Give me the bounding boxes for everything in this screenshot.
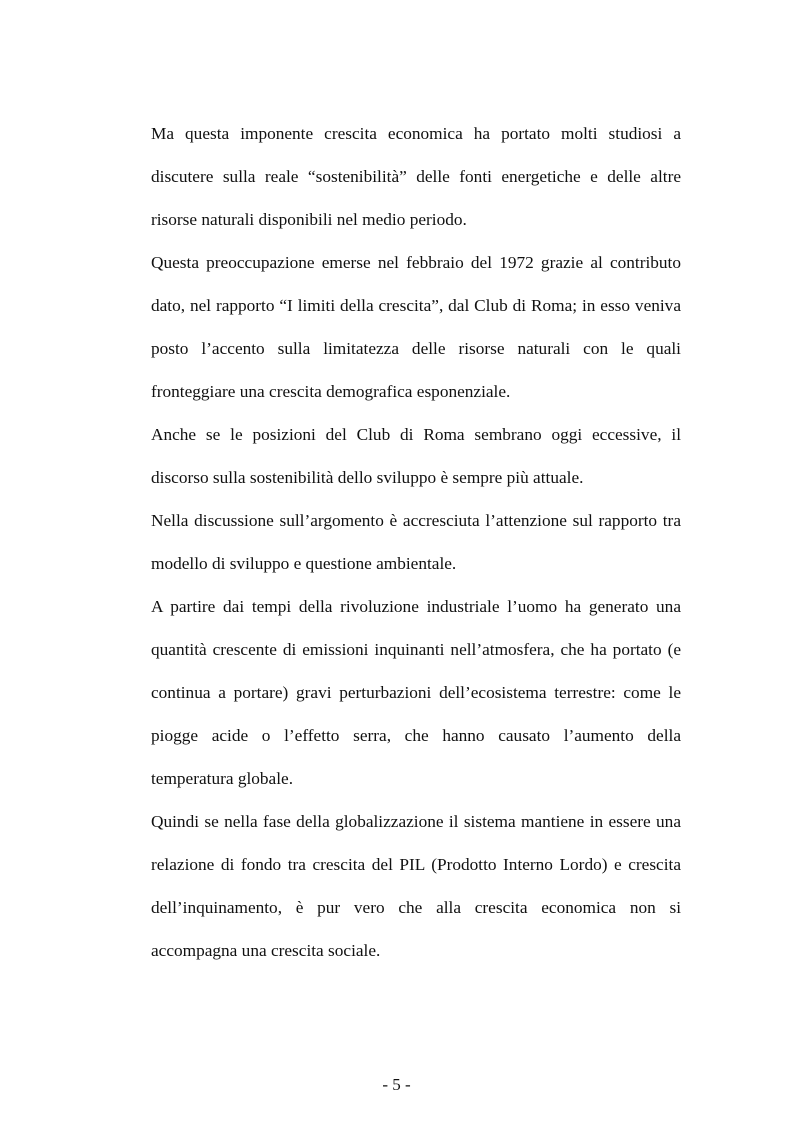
paragraph-6: Quindi se nella fase della globalizzazione il sistema mantiene in essere una relazione di fondo tra crescita del PIL (Prodotto Interno Lordo) e crescita dell’inquinamento, è pur vero che alla crescita economica non si accompagna una crescita sociale.: [151, 812, 681, 960]
page-number: - 5 -: [382, 1075, 411, 1094]
paragraph-3: Anche se le posizioni del Club di Roma sembrano oggi eccessive, il discorso sulla sostenibilità dello sviluppo è sempre più attuale.: [151, 425, 681, 487]
paragraph-1: Ma questa imponente crescita economica ha portato molti studiosi a discutere sulla reale “sostenibilità” delle fonti energetiche e delle altre risorse naturali disponibili nel medio periodo.: [151, 124, 681, 229]
paragraph-4: Nella discussione sull’argomento è accresciuta l’attenzione sul rapporto tra modello di sviluppo e questione ambientale.: [151, 511, 681, 573]
paragraph-5: A partire dai tempi della rivoluzione industriale l’uomo ha generato una quantità crescente di emissioni inquinanti nell’atmosfera, che ha portato (e continua a portare) gravi perturbazioni dell’ecosistema terrestre: come le piogge acide o l’effetto serra, che hanno causato l’aumento della temperatura globale.: [151, 597, 681, 788]
body-text: [151, 112, 681, 972]
paragraph-2: Questa preoccupazione emerse nel febbraio del 1972 grazie al contributo dato, nel rapporto “I limiti della crescita”, dal Club di Roma; in esso veniva posto l’accento sulla limitatezza delle risorse naturali con le quali fronteggiare una crescita demografica esponenziale.: [151, 253, 681, 401]
